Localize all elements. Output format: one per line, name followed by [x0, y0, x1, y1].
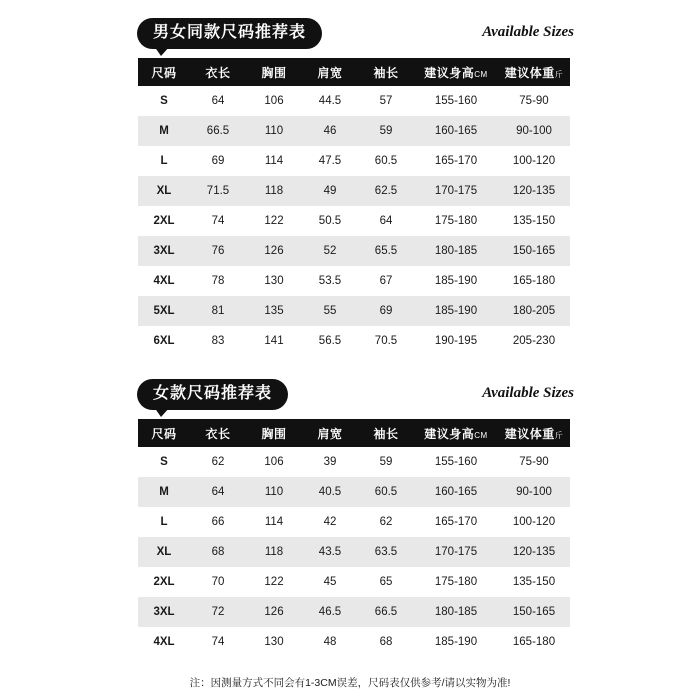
- cell-bust: 122: [246, 567, 302, 597]
- cell-height: 180-185: [414, 236, 498, 266]
- size-table-unisex: [138, 58, 570, 356]
- cell-weight: 75-90: [498, 86, 570, 116]
- available-sizes-label-women: Available Sizes: [482, 385, 574, 401]
- cell-shoulder: 47.5: [302, 146, 358, 176]
- cell-height: 165-170: [414, 146, 498, 176]
- cell-weight: 120-135: [498, 176, 570, 206]
- column-header-height: 建议身高CM: [414, 419, 498, 447]
- column-header-weight: 建议体重斤: [498, 58, 570, 86]
- cell-sleeve: 60.5: [358, 146, 414, 176]
- cell-weight: 205-230: [498, 326, 570, 356]
- cell-height: 185-190: [414, 266, 498, 296]
- cell-shoulder: 48: [302, 627, 358, 657]
- section-header-women: [0, 375, 700, 419]
- cell-bust: 135: [246, 296, 302, 326]
- cell-weight: 165-180: [498, 266, 570, 296]
- table-row: [138, 236, 570, 266]
- cell-shoulder: 42: [302, 507, 358, 537]
- cell-sleeve: 59: [358, 447, 414, 477]
- cell-size: S: [138, 86, 190, 116]
- column-header-size: 尺码: [138, 58, 190, 86]
- cell-shoulder: 43.5: [302, 537, 358, 567]
- table-row: [138, 567, 570, 597]
- cell-height: 170-175: [414, 176, 498, 206]
- cell-height: 160-165: [414, 477, 498, 507]
- cell-length: 71.5: [190, 176, 246, 206]
- cell-size: 3XL: [138, 597, 190, 627]
- section-women: [0, 375, 700, 657]
- cell-weight: 135-150: [498, 567, 570, 597]
- table-header-row: [138, 419, 570, 447]
- cell-bust: 114: [246, 146, 302, 176]
- cell-bust: 126: [246, 597, 302, 627]
- table-row: [138, 116, 570, 146]
- table-row: [138, 296, 570, 326]
- cell-size: L: [138, 146, 190, 176]
- cell-weight: 180-205: [498, 296, 570, 326]
- cell-sleeve: 68: [358, 627, 414, 657]
- cell-length: 64: [190, 86, 246, 116]
- cell-bust: 106: [246, 447, 302, 477]
- cell-height: 160-165: [414, 116, 498, 146]
- cell-height: 165-170: [414, 507, 498, 537]
- cell-sleeve: 60.5: [358, 477, 414, 507]
- cell-height: 185-190: [414, 296, 498, 326]
- cell-bust: 118: [246, 176, 302, 206]
- cell-bust: 126: [246, 236, 302, 266]
- cell-bust: 141: [246, 326, 302, 356]
- cell-length: 66: [190, 507, 246, 537]
- cell-sleeve: 70.5: [358, 326, 414, 356]
- cell-height: 185-190: [414, 627, 498, 657]
- cell-length: 62: [190, 447, 246, 477]
- table-row: [138, 507, 570, 537]
- cell-length: 72: [190, 597, 246, 627]
- table-row: [138, 176, 570, 206]
- available-sizes-label-unisex: Available Sizes: [482, 24, 574, 40]
- measurement-disclaimer: 注：因测量方式不同会有1-3CM误差，尺码表仅供参考/请以实物为准!: [189, 677, 511, 689]
- badge-tail-icon: [154, 407, 170, 417]
- cell-weight: 135-150: [498, 206, 570, 236]
- cell-size: XL: [138, 176, 190, 206]
- cell-weight: 90-100: [498, 477, 570, 507]
- cell-length: 66.5: [190, 116, 246, 146]
- table-row: [138, 627, 570, 657]
- cell-shoulder: 39: [302, 447, 358, 477]
- cell-shoulder: 50.5: [302, 206, 358, 236]
- cell-sleeve: 65: [358, 567, 414, 597]
- cell-size: M: [138, 477, 190, 507]
- cell-size: 4XL: [138, 266, 190, 296]
- table-row: [138, 206, 570, 236]
- section-badge-unisex: 男女同款尺码推荐表: [137, 18, 322, 49]
- cell-height: 190-195: [414, 326, 498, 356]
- cell-shoulder: 55: [302, 296, 358, 326]
- table-row: [138, 146, 570, 176]
- cell-sleeve: 59: [358, 116, 414, 146]
- cell-size: 4XL: [138, 627, 190, 657]
- cell-size: 3XL: [138, 236, 190, 266]
- cell-bust: 110: [246, 477, 302, 507]
- cell-length: 74: [190, 627, 246, 657]
- cell-bust: 114: [246, 507, 302, 537]
- table-row: [138, 477, 570, 507]
- cell-size: XL: [138, 537, 190, 567]
- table-row: [138, 597, 570, 627]
- cell-bust: 118: [246, 537, 302, 567]
- cell-length: 83: [190, 326, 246, 356]
- cell-size: 2XL: [138, 206, 190, 236]
- table-row: [138, 447, 570, 477]
- cell-sleeve: 65.5: [358, 236, 414, 266]
- column-header-length: 衣长: [190, 58, 246, 86]
- cell-size: S: [138, 447, 190, 477]
- cell-bust: 122: [246, 206, 302, 236]
- cell-bust: 106: [246, 86, 302, 116]
- cell-height: 155-160: [414, 447, 498, 477]
- cell-size: 6XL: [138, 326, 190, 356]
- cell-length: 69: [190, 146, 246, 176]
- cell-length: 74: [190, 206, 246, 236]
- cell-size: 2XL: [138, 567, 190, 597]
- cell-weight: 150-165: [498, 236, 570, 266]
- cell-sleeve: 63.5: [358, 537, 414, 567]
- cell-length: 78: [190, 266, 246, 296]
- cell-size: 5XL: [138, 296, 190, 326]
- table-row: [138, 537, 570, 567]
- section-unisex: [0, 14, 700, 356]
- column-header-shoulder: 肩宽: [302, 58, 358, 86]
- cell-height: 175-180: [414, 206, 498, 236]
- cell-sleeve: 67: [358, 266, 414, 296]
- cell-weight: 120-135: [498, 537, 570, 567]
- table-header-row: [138, 58, 570, 86]
- cell-shoulder: 56.5: [302, 326, 358, 356]
- cell-length: 81: [190, 296, 246, 326]
- cell-length: 64: [190, 477, 246, 507]
- cell-sleeve: 69: [358, 296, 414, 326]
- column-header-bust: 胸围: [246, 419, 302, 447]
- column-header-sleeve: 袖长: [358, 58, 414, 86]
- cell-height: 175-180: [414, 567, 498, 597]
- cell-weight: 165-180: [498, 627, 570, 657]
- column-header-length: 衣长: [190, 419, 246, 447]
- cell-length: 70: [190, 567, 246, 597]
- cell-bust: 130: [246, 627, 302, 657]
- cell-shoulder: 52: [302, 236, 358, 266]
- cell-height: 180-185: [414, 597, 498, 627]
- column-header-height: 建议身高CM: [414, 58, 498, 86]
- cell-bust: 130: [246, 266, 302, 296]
- section-badge-women: 女款尺码推荐表: [137, 379, 288, 410]
- cell-shoulder: 45: [302, 567, 358, 597]
- cell-shoulder: 53.5: [302, 266, 358, 296]
- column-header-size: 尺码: [138, 419, 190, 447]
- cell-weight: 100-120: [498, 146, 570, 176]
- size-table-women: [138, 419, 570, 657]
- cell-weight: 100-120: [498, 507, 570, 537]
- cell-height: 170-175: [414, 537, 498, 567]
- cell-shoulder: 49: [302, 176, 358, 206]
- cell-length: 68: [190, 537, 246, 567]
- cell-sleeve: 62: [358, 507, 414, 537]
- cell-height: 155-160: [414, 86, 498, 116]
- cell-shoulder: 46: [302, 116, 358, 146]
- cell-weight: 90-100: [498, 116, 570, 146]
- cell-weight: 75-90: [498, 447, 570, 477]
- cell-sleeve: 66.5: [358, 597, 414, 627]
- cell-size: L: [138, 507, 190, 537]
- column-header-shoulder: 肩宽: [302, 419, 358, 447]
- cell-shoulder: 46.5: [302, 597, 358, 627]
- table-row: [138, 266, 570, 296]
- column-header-bust: 胸围: [246, 58, 302, 86]
- column-header-weight: 建议体重斤: [498, 419, 570, 447]
- cell-size: M: [138, 116, 190, 146]
- cell-sleeve: 57: [358, 86, 414, 116]
- cell-sleeve: 64: [358, 206, 414, 236]
- cell-bust: 110: [246, 116, 302, 146]
- column-header-sleeve: 袖长: [358, 419, 414, 447]
- table-row: [138, 86, 570, 116]
- cell-sleeve: 62.5: [358, 176, 414, 206]
- table-row: [138, 326, 570, 356]
- cell-shoulder: 44.5: [302, 86, 358, 116]
- cell-weight: 150-165: [498, 597, 570, 627]
- cell-shoulder: 40.5: [302, 477, 358, 507]
- cell-length: 76: [190, 236, 246, 266]
- badge-tail-icon: [154, 46, 170, 56]
- section-header-unisex: [0, 14, 700, 58]
